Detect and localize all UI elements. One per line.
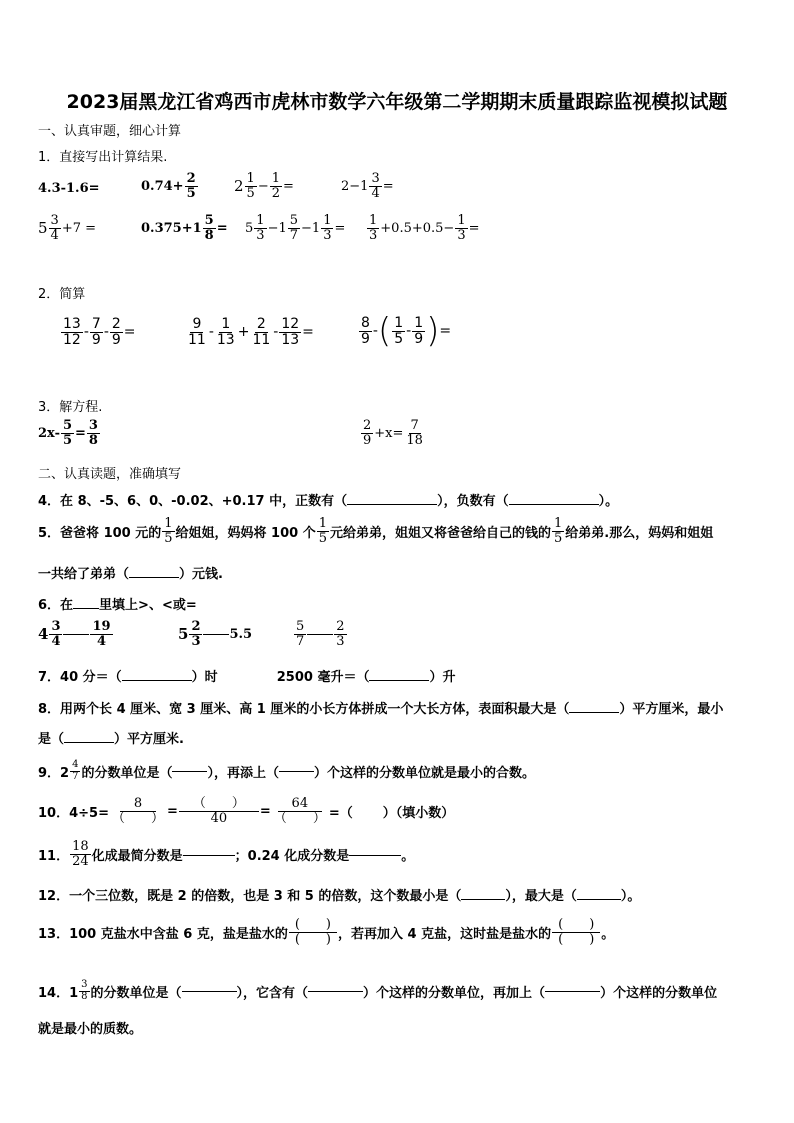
q5-line-1: 5．爸爸将 100 元的 1 5 给姐姐，妈妈将 100 个 1 5 元给弟弟，姐姐又将爸爸给自己的钱的 1 5 给弟弟.那么，妈妈和姐姐 — [38, 516, 714, 546]
right-paren: ) — [426, 311, 440, 351]
q4-blank-positive[interactable] — [347, 504, 437, 505]
q9-blank-1[interactable] — [172, 771, 207, 772]
q1-expr-2: 0.74+ $\frac{2}{5}$ — [141, 171, 196, 201]
q5-line-2: 一共给了弟弟（ ）元钱. — [38, 567, 223, 582]
q3-label: 3．解方程. — [38, 400, 103, 415]
q12: 12．一个三位数，既是 2 的倍数，也是 3 和 5 的倍数，这个数最小是（ ），最大是（ ）。 — [38, 889, 641, 904]
left-paren: ( — [377, 311, 392, 351]
q4-blank-negative[interactable] — [509, 504, 599, 505]
q14-line-2: 就是最小的质数。 — [38, 1022, 143, 1037]
q6-blank-3[interactable] — [307, 634, 333, 635]
q6-label: 6．在 里填上>、<或= — [38, 598, 197, 613]
q1-expr-3: 2 1 5 − $\frac{1}{2}$ = — [234, 171, 294, 201]
q1-expr-8: 1 3 +0.5+0.5− $\frac{1}{3}$ = — [369, 213, 480, 243]
q13-blank-1[interactable]: ( ) ( ) — [289, 918, 337, 946]
q6-blank-2[interactable] — [203, 634, 229, 635]
q6-blank-1[interactable] — [63, 634, 89, 635]
q8-line-2: 是（ ）平方厘米. — [38, 732, 184, 747]
q1-label: 1．直接写出计算结果. — [38, 150, 168, 165]
q8-blank-min[interactable] — [64, 742, 114, 743]
q6-compare-2: 5 2 3 5.5 — [178, 619, 253, 649]
q8-blank-max[interactable] — [569, 712, 619, 713]
q4: 4．在 8、-5、6、0、-0.02、+0.17 中，正数有（ ），负数有（ ）。 — [38, 494, 619, 509]
section-2-heading: 二、认真读题，准确填写 — [38, 467, 182, 482]
q1-expr-6: 0.375+1 $\frac{5}{8}$ = — [141, 213, 228, 243]
q2-expr-1: 13 12 - 7 9 - $\frac{2}{9}$ = — [63, 316, 136, 348]
q14-blank-3[interactable] — [545, 991, 600, 992]
q1-expr-7: 5 1 3 −1 5 7 −1 $\frac{1}{3}$ = — [245, 213, 346, 243]
page-title: 2023届黑龙江省鸡西市虎林市数学六年级第二学期期末质量跟踪监视模拟试题 — [66, 91, 728, 113]
q9: 9．2 4 7 的分数单位是（ ），再添上（ ）个这样的分数单位就是最小的合数。 — [38, 759, 536, 782]
q2-expr-2: 9 11 - 1 13 + $\frac{2}{11}$ - $\frac{12}{13}$ = — [188, 316, 314, 348]
q11-blank-1[interactable] — [183, 855, 235, 856]
q6-compare-1: 4 3 4 19 4 — [38, 619, 111, 649]
q7: 7．40 分＝（ ）时 2500 毫升＝（ ）升 — [38, 670, 456, 685]
q6-compare-3: 5 7 2 3 — [296, 619, 345, 649]
q1-expr-1: 4.3-1.6= — [38, 181, 100, 196]
q3-equation-2: 2 9 +x= $\frac{7}{18}$ — [363, 418, 423, 448]
q14-line-1: 14．1 3 8 的分数单位是（ ），它含有（ ）个这样的分数单位，再加上（ ）个这样的分数单位 — [38, 979, 718, 1002]
q9-blank-2[interactable] — [279, 771, 314, 772]
q1-expr-5: 5 3 4 +7 = — [38, 213, 97, 243]
q13: 13．100 克盐水中含盐 6 克，盐是盐水的 ( ) ( ) ，若再加入 4 克盐，这时盐是盐水的 ( ) ( ) 。 — [38, 917, 615, 947]
q8-line-1: 8．用两个长 4 厘米、宽 3 厘米、高 1 厘米的小长方体拼成一个大长方体，表面积最大是（ ）平方厘米，最小 — [38, 702, 724, 717]
q12-blank-max[interactable] — [577, 899, 621, 900]
q7-blank-2[interactable] — [369, 680, 429, 681]
q10: 10．4÷5= 8 （ ） = （ ） 40 = 64 （ ） =（ ）（填小数） — [38, 796, 455, 826]
q7-blank-1[interactable] — [122, 680, 192, 681]
q1-expr-4: 2−1 $\frac{3}{4}$ = — [341, 171, 394, 201]
q3-equation-1: 2x- $\frac{5}{5}$ = $\frac{3}{8}$ — [38, 418, 98, 448]
q6-sample-blank — [73, 608, 99, 609]
q11: 11． 18 24 化成最简分数是 ；0.24 化成分数是 。 — [38, 839, 415, 869]
q13-blank-2[interactable]: ( ) ( ) — [552, 918, 600, 946]
section-1-heading: 一、认真审题，细心计算 — [38, 124, 182, 139]
q2-label: 2．简算 — [38, 287, 86, 302]
q5-blank[interactable] — [129, 577, 179, 578]
q2-expr-3: 8 9 - ( 1 5 - 1 9 ) = — [361, 311, 452, 351]
q12-blank-min[interactable] — [461, 899, 505, 900]
q14-blank-1[interactable] — [182, 991, 237, 992]
q11-blank-2[interactable] — [349, 855, 401, 856]
q14-blank-2[interactable] — [308, 991, 363, 992]
